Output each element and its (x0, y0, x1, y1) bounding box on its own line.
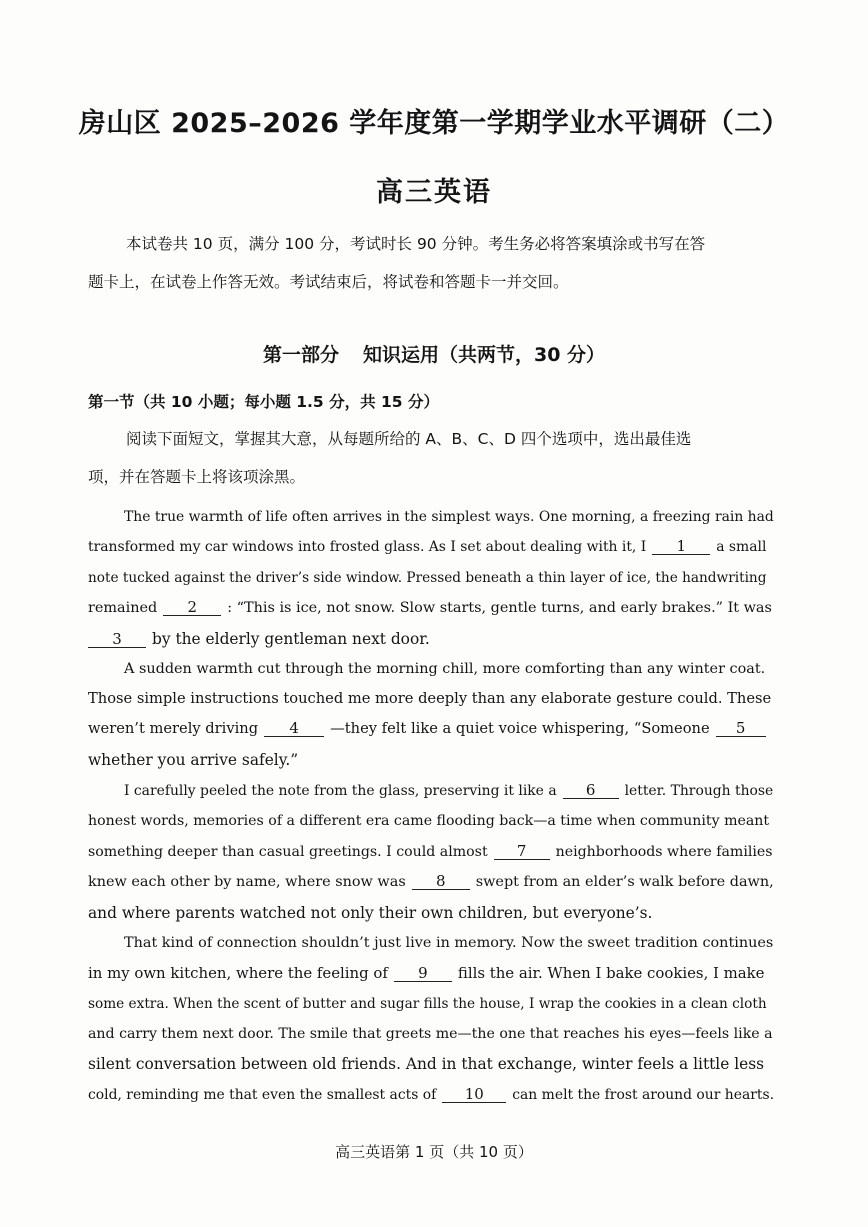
passage-line: silent conversation between old friends. And in that exchange, winter feels a little less (88, 1055, 765, 1073)
blank-10: 10 (442, 1086, 506, 1103)
blank-2: 2 (163, 599, 221, 616)
passage-line: knew each other by name, where snow was 8 swept from an elder’s walk before dawn, (88, 872, 774, 890)
passage-line: in my own kitchen, where the feeling of 9 fills the air. When I bake cookies, I make (88, 964, 765, 982)
part-heading (0, 340, 868, 367)
instructions-line-2: 题卡上，在试卷上作答无效。考试结束后，将试卷和答题卡一并交回。 (88, 273, 569, 291)
passage-line: The true warmth of life often arrives in the simplest ways. One morning, a freezing rain had (124, 509, 774, 525)
instructions-line-1: 本试卷共 10 页，满分 100 分，考试时长 90 分钟。考生务必将答案填涂或书写在答 (126, 235, 706, 253)
passage-line: whether you arrive safely.” (88, 751, 299, 769)
passage-line: 3 by the elderly gentleman next door. (88, 628, 774, 650)
subject-title: 高三英语 (376, 177, 492, 208)
passage-line: A sudden warmth cut through the morning chill, more comforting than any winter coat. (124, 661, 766, 677)
blank-1: 1 (652, 538, 710, 555)
passage-line: transformed my car windows into frosted glass. As I set about dealing with it, I 1 a small (88, 537, 767, 555)
passage-line: something deeper than casual greetings. I could almost 7 neighborhoods where families (88, 842, 773, 860)
blank-6: 6 (563, 782, 619, 799)
directions-line-1: 阅读下面短文，掌握其大意，从每题所给的 A、B、C、D 四个选项中，选出最佳选 (126, 430, 692, 448)
blank-3: 3 (88, 631, 146, 648)
passage-line: Those simple instructions touched me more deeply than any elaborate gesture could. These (88, 690, 772, 707)
passage-line: and carry them next door. The smile that greets me—the one that reaches his eyes—feels like a (88, 1026, 773, 1042)
directions-line-2: 项，并在答题卡上将该项涂黑。 (88, 468, 306, 486)
section-heading: 第一节（共 10 小题；每小题 1.5 分，共 15 分） (88, 393, 439, 411)
passage-line: weren’t merely driving 4 —they felt like a quiet voice whispering, “Someone 5 (88, 718, 774, 740)
passage-line: and where parents watched not only their own children, but everyone’s. (88, 904, 653, 922)
blank-8: 8 (412, 873, 470, 890)
passage-line: That kind of connection shouldn’t just live in memory. Now the sweet tradition continues (124, 935, 774, 951)
part-title: 知识运用（共两节，30 分） (362, 344, 606, 366)
passage-line: note tucked against the driver’s side window. Pressed beneath a thin layer of ice, the handwriting (88, 570, 767, 586)
blank-7: 7 (494, 843, 550, 860)
blank-4: 4 (264, 720, 324, 737)
page-footer: 高三英语第 1 页（共 10 页） (335, 1143, 533, 1161)
blank-9: 9 (394, 965, 452, 982)
passage-line: I carefully peeled the note from the glass, preserving it like a 6 letter. Through those (124, 781, 774, 799)
blank-5: 5 (716, 720, 766, 737)
exam-title: 房山区 2025–2026 学年度第一学期学业水平调研（二） (78, 108, 790, 139)
passage-line: some extra. When the scent of butter and sugar fills the house, I wrap the cookies in a clean cloth (88, 996, 767, 1012)
passage-line: remained 2 : “This is ice, not snow. Slow starts, gentle turns, and early brakes.” It was (88, 598, 772, 616)
part-label: 第一部分 (262, 344, 339, 366)
passage-line: cold, reminding me that even the smallest acts of 10 can melt the frost around our hearts. (88, 1085, 775, 1103)
passage-line: honest words, memories of a different era came flooding back—a time when community meant (88, 813, 770, 829)
